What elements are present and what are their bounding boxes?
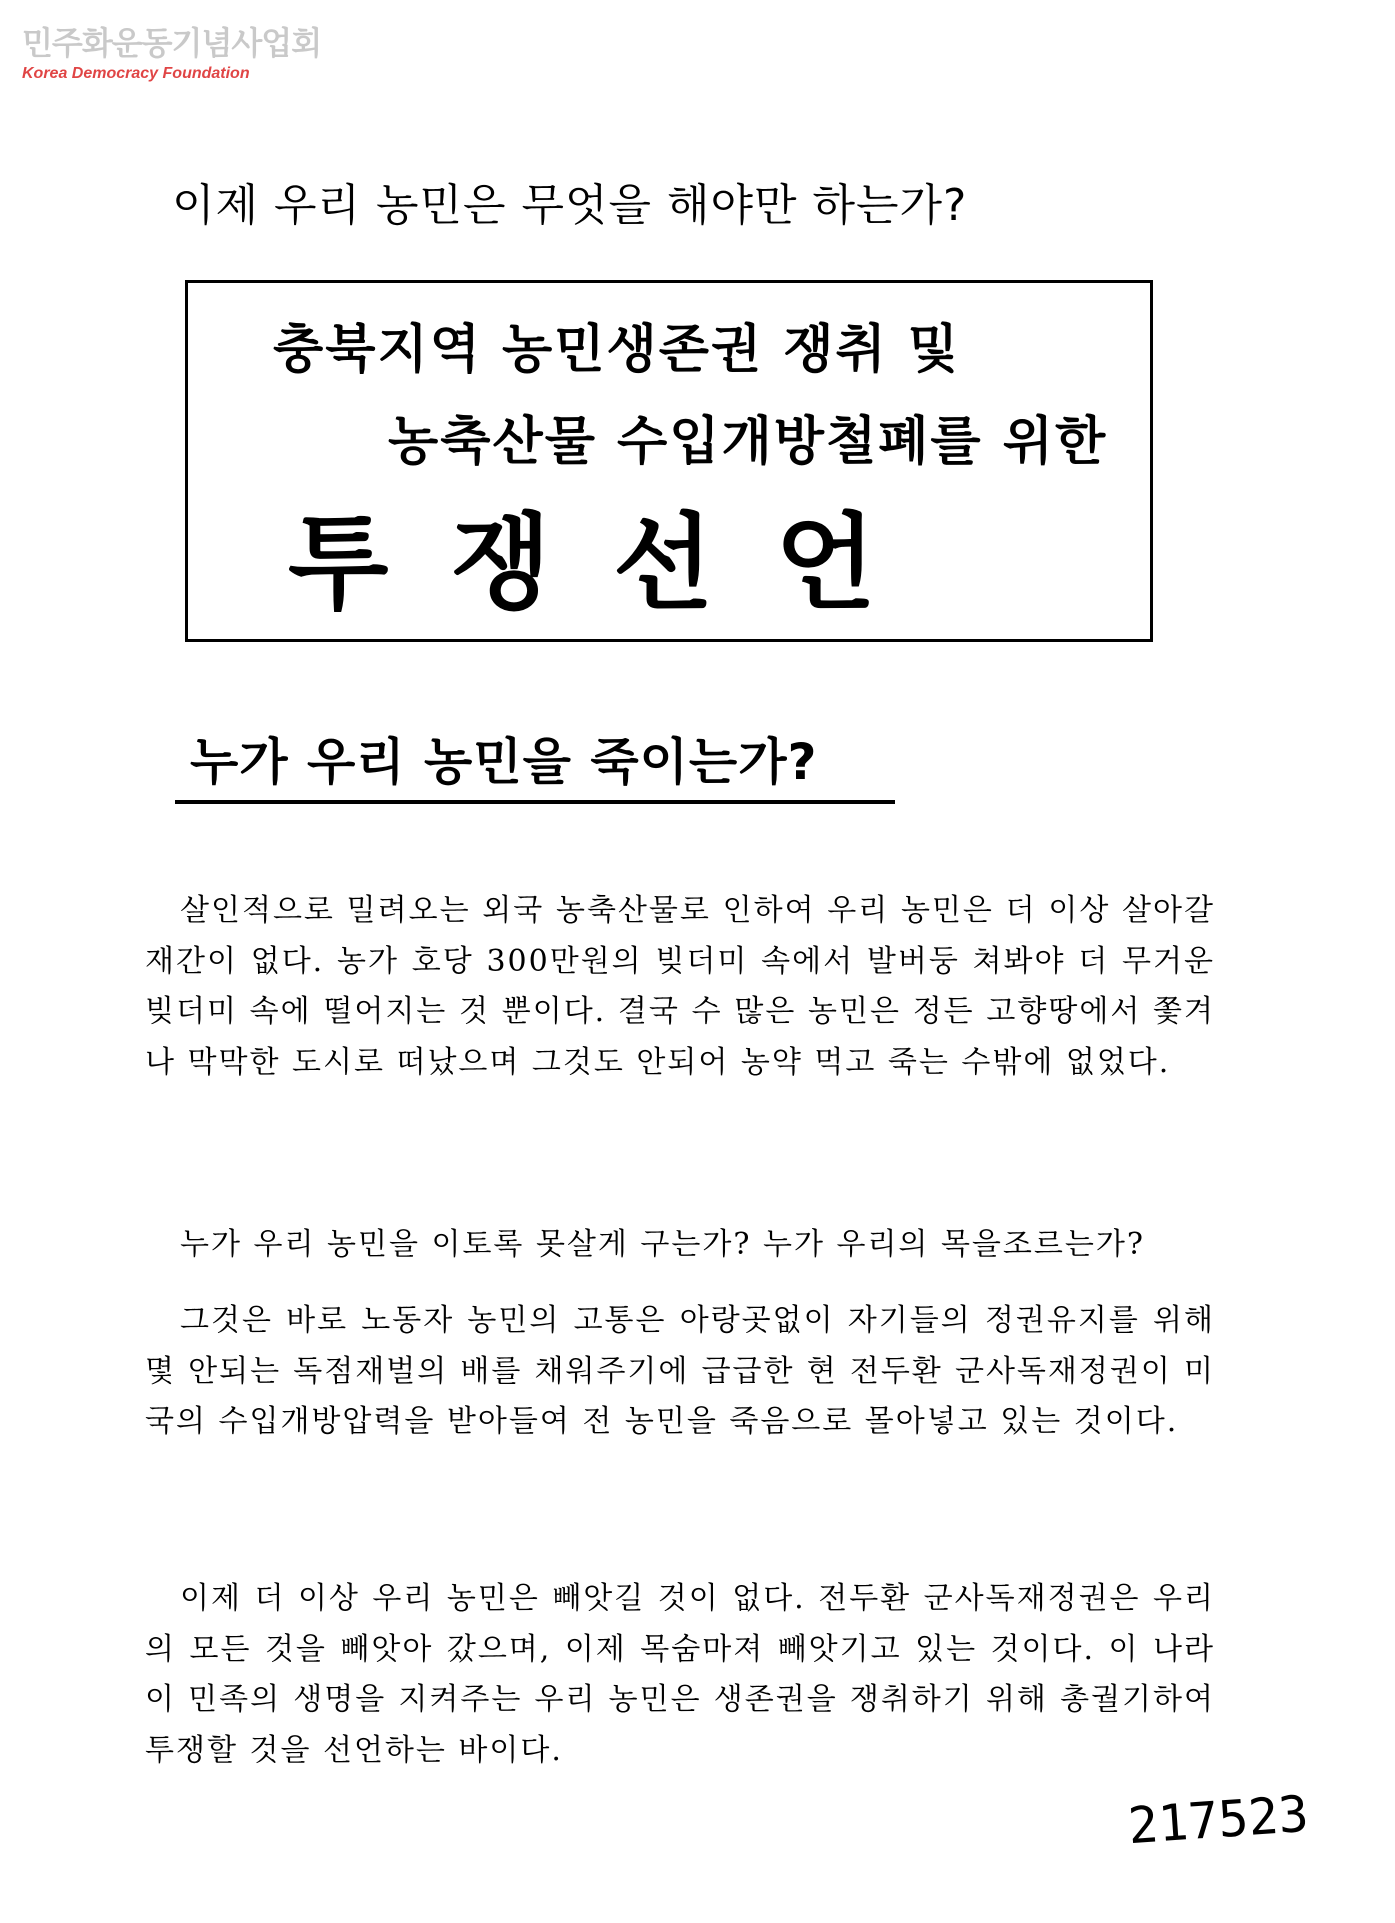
title-line-1: 충북지역 농민생존권 쟁취 및 bbox=[273, 320, 961, 380]
watermark-english: Korea Democracy Foundation bbox=[22, 65, 250, 82]
paragraph-1: 살인적으로 밀려오는 외국 농축산물로 인하여 우리 농민은 더 이상 살아갈 재간이 없다. 농가 호당 300만원의 빚더미 속에서 발버둥 쳐봐야 더 무거운 빚더미 속에 떨어지는 것 뿐이다. 결국 수 많은 농민은 정든 고향땅에서 쫓겨나 막막한 도시로 떠났으며 그것도 안되어 농약 먹고 죽는 수밖에 없었다. bbox=[145, 893, 1215, 1080]
paragraph-3: 그것은 바로 노동자 농민의 고통은 아랑곳없이 자기들의 정권유지를 위해 몇 안되는 독점재벌의 배를 채워주기에 급급한 현 전두환 군사독재정권이 미국의 수입개방압력을 받아들여 전 농민을 죽음으로 몰아넣고 있는 것이다. bbox=[145, 1303, 1215, 1439]
title-main: 투쟁선언 bbox=[288, 502, 938, 624]
watermark-korean: 민주화운동기념사업회 bbox=[22, 24, 322, 62]
paragraph-2: 누가 우리 농민을 이토록 못살게 구는가? 누가 우리의 목을조르는가? bbox=[180, 1227, 1145, 1262]
section-heading: 누가 우리 농민을 죽이는가? bbox=[190, 733, 818, 791]
title-box bbox=[185, 280, 1153, 642]
opening-question: 이제 우리 농민은 무엇을 해야만 하는가? bbox=[172, 180, 968, 231]
section-heading-underline bbox=[175, 800, 895, 804]
title-line-2: 농축산물 수입개방철폐를 위한 bbox=[388, 412, 1108, 472]
handwritten-number: 217523 bbox=[1126, 1784, 1311, 1856]
paragraph-4: 이제 더 이상 우리 농민은 빼앗길 것이 없다. 전두환 군사독재정권은 우리의 모든 것을 빼앗아 갔으며, 이제 목숨마져 빼앗기고 있는 것이다. 이 나라 이 민족의 생명을 지켜주는 우리 농민은 생존권을 쟁취하기 위해 총궐기하여 투쟁할 것을 선언하는 바이다. bbox=[145, 1581, 1215, 1768]
watermark-logo bbox=[22, 22, 322, 84]
